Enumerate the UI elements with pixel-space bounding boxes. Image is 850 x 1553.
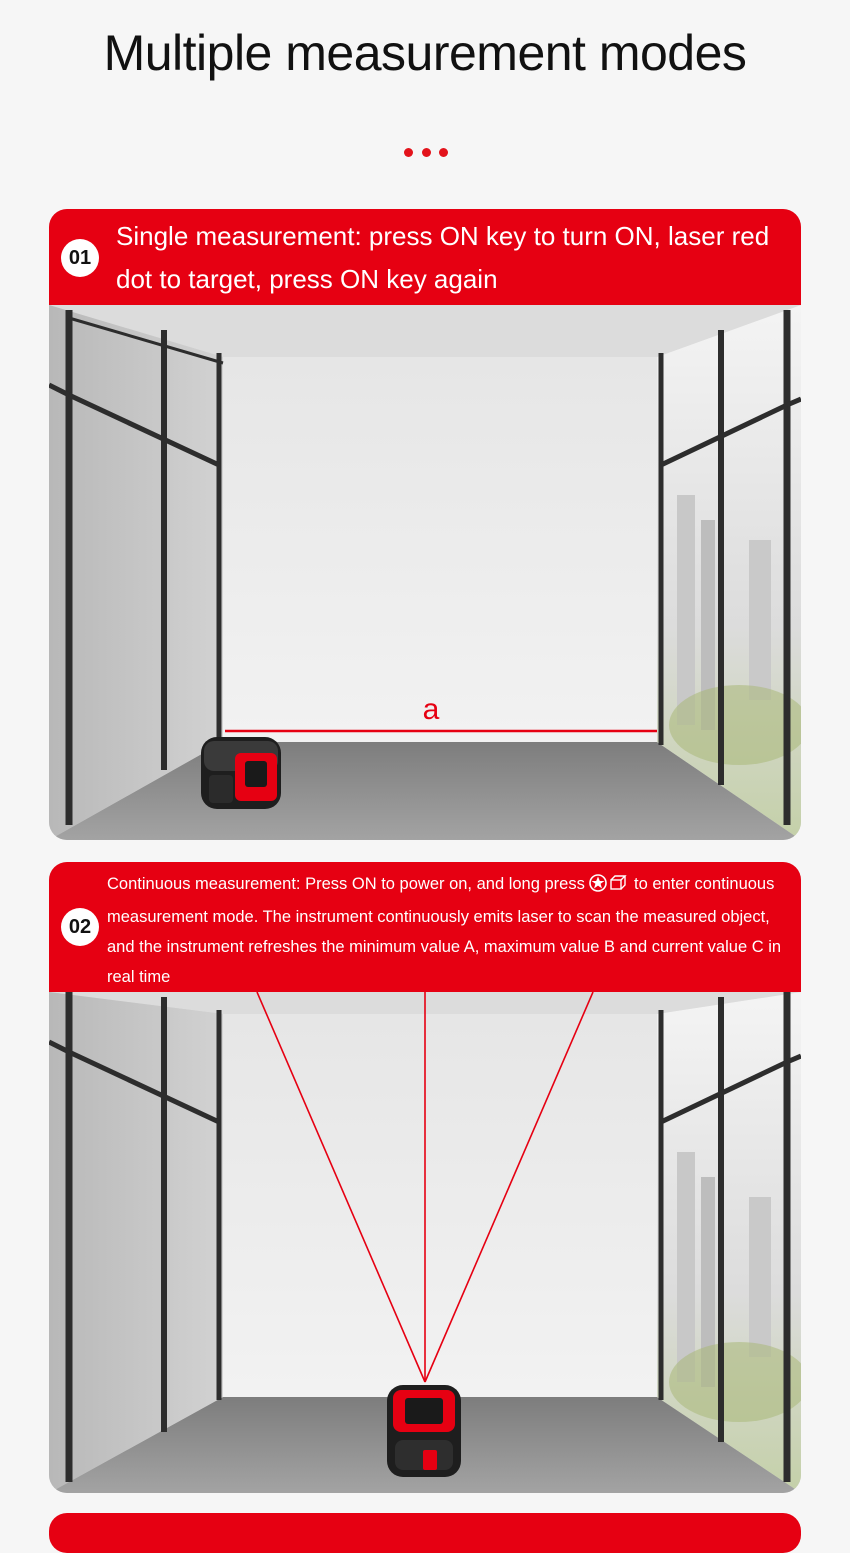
dot-icon: [439, 148, 448, 157]
dot-icon: [404, 148, 413, 157]
mode-card-single: [49, 209, 801, 840]
mode-description: Single measurement: press ON key to turn ON, laser red dot to target, press ON key again: [116, 221, 770, 294]
page-title: Multiple measurement modes: [103, 25, 747, 81]
laser-tape-device: [387, 1385, 461, 1477]
laser-tape-device: [201, 737, 281, 809]
room-svg: [49, 992, 801, 1493]
mode-card-next: [49, 1513, 801, 1553]
mode-banner: [49, 209, 801, 305]
mode-text-part: Continuous measurement: Press ON to power on, and long press: [107, 875, 590, 893]
dot-icon: [422, 148, 431, 157]
room-svg: [49, 305, 801, 840]
mode-description: [107, 869, 797, 992]
room-illustration: [49, 992, 801, 1493]
mode-card-continuous: [49, 862, 801, 1493]
mode-number-badge: 01: [61, 239, 99, 277]
room-illustration: [49, 305, 801, 840]
line-label: a: [422, 693, 440, 726]
decorative-dots: [404, 148, 448, 158]
mode-banner: [49, 862, 801, 992]
mode-text-part: to enter continuous measurement mode. The instrument continuously emits laser to scan the measured object, and the instrument refreshes the minimum value A, maximum value B and current value C in real time: [107, 875, 782, 986]
mode-number-badge: 02: [61, 908, 99, 946]
mode-button-icon: [589, 872, 629, 902]
